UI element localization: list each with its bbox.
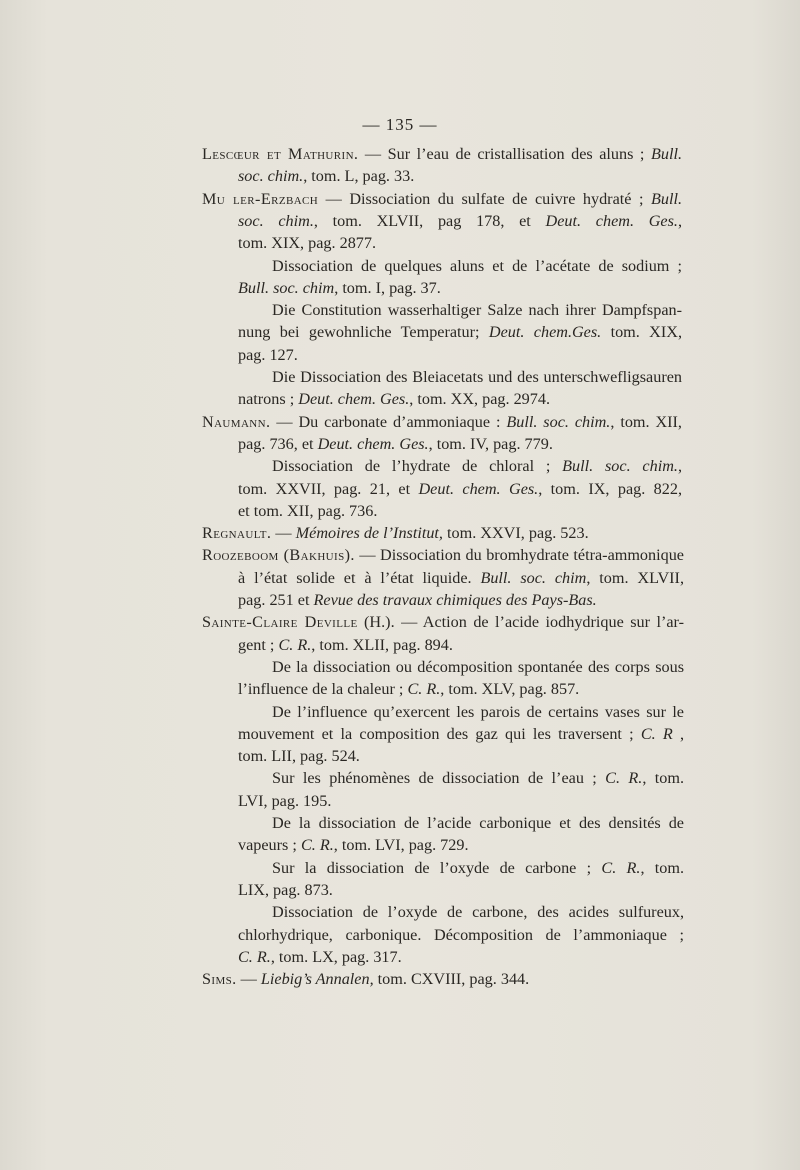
text-segment: Die Constitution wasserhaltiger Salze nach ihrer Dampfspan-: [272, 301, 682, 320]
text-line: [238, 322, 682, 343]
italic-text: Liebig’s Annalen,: [260, 970, 374, 989]
text-segment: (H.). — Action de l’acide iodhydrique sur l’ar-: [357, 613, 684, 632]
text-line: [238, 345, 298, 366]
text-segment: , tom. XLVII, pag 178, et: [313, 211, 546, 230]
text-segment: —: [271, 524, 296, 543]
text-line: [238, 434, 553, 455]
text-segment: , tom. XLVII,: [586, 568, 684, 587]
text-segment: chlorhydrique, carbonique. Décomposition de l’ammoniaque ;: [238, 925, 684, 944]
text-segment: tom. CXVIII, pag. 344.: [373, 970, 530, 989]
text-segment: , tom. LX, pag. 317.: [270, 947, 402, 966]
text-line: [238, 724, 684, 745]
text-line: [272, 657, 684, 678]
italic-text: Bull. soc. chim.: [562, 457, 678, 476]
italic-text: Bull.: [650, 145, 682, 163]
text-line: [238, 880, 333, 901]
text-line: [238, 278, 441, 299]
text-segment: Die Dissociation des Bleiacetats und des unterschwefligsauren: [272, 368, 682, 386]
text-segment: De l’influence qu’exercent les parois de certains vases sur le: [272, 702, 684, 721]
text-segment: , tom. XII,: [610, 412, 682, 431]
text-segment: pag. 736, et: [238, 434, 318, 453]
text-segment: , tom. XLV, pag. 857.: [440, 680, 580, 699]
text-segment: nung bei gewohnliche Temperatur;: [238, 323, 489, 342]
text-segment: mouvement et la composition des gaz qui les traversent ;: [238, 724, 641, 743]
author-name: Sainte-Claire Deville: [202, 613, 358, 632]
italic-text: Deut. chem. Ges.: [545, 211, 678, 230]
text-segment: , tom. IV, pag. 779.: [428, 434, 553, 453]
text-line: [202, 545, 684, 566]
author-name: Lescœur et Mathurin.: [202, 145, 359, 163]
text-line: [202, 612, 684, 633]
author-name: Roozeboom (Bakhuis).: [202, 546, 355, 565]
italic-text: Revue des travaux chimiques des Pays-Bas.: [313, 591, 597, 609]
italic-text: C. R.: [300, 836, 334, 855]
text-line: [238, 590, 597, 611]
text-line: [272, 367, 682, 388]
text-segment: , tom. XX, pag. 2974.: [409, 390, 551, 409]
text-line: [272, 858, 684, 879]
text-segment: Sur les phénomènes de dissociation de l’eau ;: [272, 769, 606, 788]
text-segment: tom. XIX,: [601, 323, 683, 342]
text-line: [238, 791, 331, 812]
italic-text: Mémoires de l’Institut,: [295, 524, 443, 543]
text-segment: tom. XIX, pag. 2877.: [238, 234, 377, 253]
text-segment: , tom. L, pag. 33.: [303, 167, 415, 186]
text-segment: gent ;: [238, 635, 279, 654]
text-line: [202, 523, 589, 544]
italic-text: soc. chim.: [238, 211, 314, 230]
italic-text: Deut. chem.Ges.: [488, 323, 602, 342]
text-segment: , tom.: [640, 858, 685, 877]
italic-text: Deut. chem. Ges.: [418, 479, 539, 498]
text-line: [272, 702, 684, 723]
text-segment: natrons ;: [238, 390, 299, 409]
text-line: [272, 300, 682, 321]
text-segment: De la dissociation ou décomposition spontanée des corps sous: [272, 657, 684, 676]
text-line: [238, 835, 469, 856]
text-segment: — Dissociation du sulfate de cuivre hydraté ;: [318, 189, 651, 208]
text-segment: De la dissociation de l’acide carbonique et des densités de: [272, 814, 684, 832]
author-name: Regnault.: [202, 524, 272, 543]
text-segment: Dissociation de quelques aluns et de l’acétate de sodium ;: [272, 256, 682, 275]
italic-text: Deut. chem. Ges.: [317, 434, 429, 453]
text-segment: ,: [677, 457, 682, 476]
text-line: [272, 813, 684, 834]
author-name: Naumann.: [202, 412, 271, 431]
text-segment: , tom. I, pag. 37.: [334, 278, 441, 297]
text-segment: — Sur l’eau de cristallisation des aluns ;: [358, 145, 651, 163]
text-line: [202, 144, 682, 165]
italic-text: C. R.: [407, 680, 441, 699]
italic-text: C. R: [640, 724, 673, 743]
text-segment: vapeurs ;: [238, 836, 301, 855]
text-line: [272, 256, 682, 277]
text-line: [202, 969, 529, 990]
text-segment: —: [236, 970, 261, 989]
text-segment: l’influence de la chaleur ;: [238, 680, 408, 699]
text-line: [238, 233, 376, 254]
text-segment: Sur la dissociation de l’oxyde de carbone ;: [272, 858, 602, 877]
text-line: [238, 635, 453, 656]
italic-text: C. R.: [238, 947, 271, 966]
text-segment: ,: [677, 211, 682, 230]
italic-text: Bull.: [650, 189, 682, 208]
italic-text: Deut. chem. Ges.: [298, 390, 410, 409]
text-segment: LVI, pag. 195.: [238, 791, 332, 810]
author-name: Mu ler-Erzbach: [202, 189, 319, 208]
page-number: — 135 —: [362, 115, 438, 134]
text-line: [202, 189, 682, 210]
text-line: [238, 389, 550, 410]
text-segment: Dissociation de l’oxyde de carbone, des acides sulfureux,: [272, 903, 684, 922]
text-segment: tom. XXVI, pag. 523.: [442, 524, 589, 543]
text-line: [238, 947, 402, 968]
italic-text: Bull. soc. chim.: [506, 412, 611, 431]
text-segment: , tom. XLII, pag. 894.: [311, 635, 453, 654]
text-segment: pag. 251 et: [238, 591, 314, 609]
italic-text: C. R.: [605, 769, 643, 788]
text-line: [238, 568, 684, 589]
text-segment: LIX, pag. 873.: [238, 880, 333, 899]
text-segment: , tom. IX, pag. 822,: [538, 479, 682, 498]
italic-text: C. R.: [278, 635, 312, 654]
text-segment: , tom.: [642, 769, 685, 788]
text-segment: et tom. XII, pag. 736.: [238, 501, 378, 520]
text-line: [238, 925, 684, 946]
italic-text: C. R.: [601, 858, 641, 877]
text-line: [238, 746, 360, 767]
text-line: [272, 456, 682, 477]
text-segment: à l’état solide et à l’état liquide.: [238, 568, 481, 587]
text-segment: — Dissociation du bromhydrate tétra-ammonique: [354, 546, 684, 565]
text-line: [272, 768, 684, 789]
text-segment: — Du carbonate d’ammoniaque :: [270, 412, 507, 431]
text-line: [238, 679, 579, 700]
text-line: [238, 166, 414, 187]
italic-text: Bull. soc. chim: [238, 278, 335, 297]
text-segment: ,: [672, 724, 685, 743]
text-line: [238, 501, 377, 522]
text-segment: , tom. LVI, pag. 729.: [333, 836, 469, 855]
text-segment: tom. LII, pag. 524.: [238, 747, 360, 766]
text-line: [202, 412, 682, 433]
text-segment: Dissociation de l’hydrate de chloral ;: [272, 457, 563, 476]
author-name: Sims.: [202, 970, 237, 989]
text-line: [272, 902, 684, 923]
text-line: [238, 211, 682, 232]
italic-text: soc. chim.: [238, 167, 304, 186]
text-segment: pag. 127.: [238, 345, 298, 364]
italic-text: Bull. soc. chim: [480, 568, 587, 587]
text-line: [238, 479, 682, 500]
text-segment: tom. XXVII, pag. 21, et: [238, 479, 419, 498]
